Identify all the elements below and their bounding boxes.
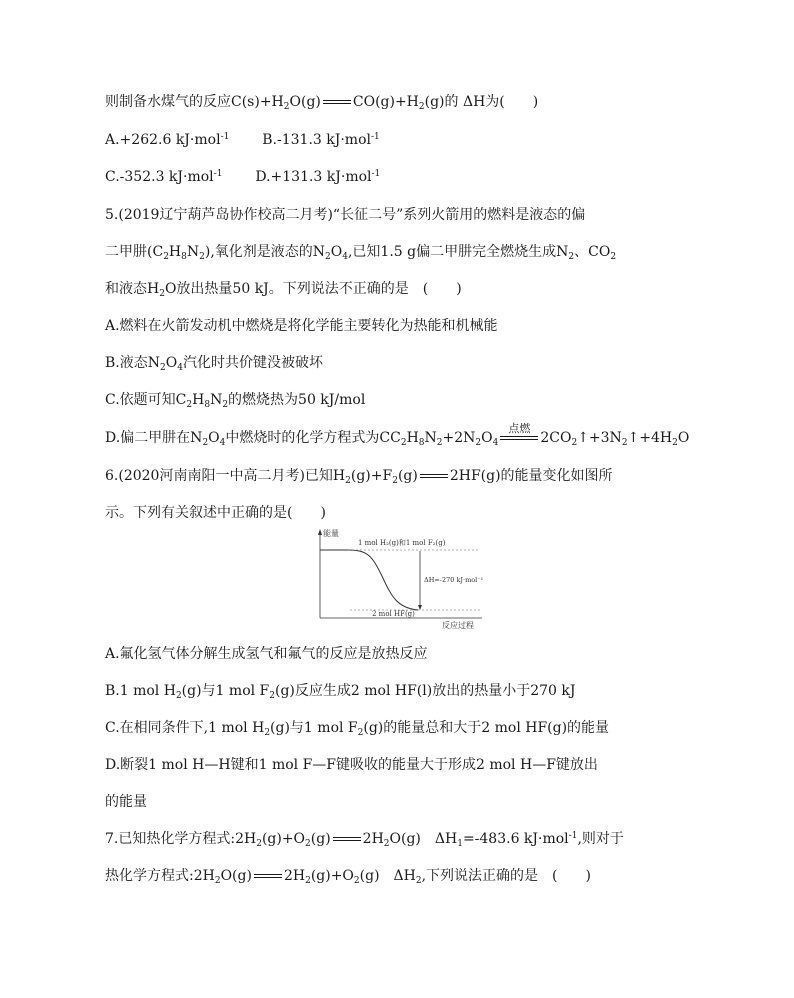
q6-stem-line-1: 6.(2020河南南阳一中高二月考)已知$H_2(g)+F_2(g)$ 2HF(g)的能量变化如图所	[105, 468, 613, 486]
q7-stem-line-1: 7.已知热化学方程式$:2H_2(g)+O_2(g)$ $2H_2O(g)$ $\Delta H_1=-483.6$ kJ·mol$^{-1}$,则对于	[105, 831, 624, 849]
q6-option-a[interactable]: A.氟化氢气体分解生成氢气和氟气的反应是放热反应	[105, 646, 428, 662]
q4-options-row-2	[105, 167, 380, 187]
lower-level-label: 2 mol HF(g)	[372, 610, 415, 618]
equilibrium-arrow-icon	[331, 834, 363, 844]
q5-option-d[interactable]: D.偏二甲肼在$N_2O_4$中燃烧时的化学方程式为$CC_2H_8N_2+2N_2O_4$ 点燃 $2CO_2↑+3N_2↑+4H_2O$	[105, 422, 690, 448]
option-c[interactable]: C.-352.3 kJ·mol$^{-1}$	[105, 169, 223, 185]
option-b[interactable]: B.-131.3 kJ·mol$^{-1}$	[262, 132, 380, 148]
q5-stem-line-3: 和液态$H_2O$放出热量50 kJ。下列说法不正确的是 ( )	[105, 281, 462, 299]
equilibrium-arrow-icon	[418, 471, 450, 481]
q7-stem-line-2: 热化学方程式$:2H_2O(g)$ $2H_2(g)+O_2(g)$ $\Delta H_2$,下列说法正确的是 ( )	[105, 868, 591, 886]
q5-stem-line-1: 5.(2019辽宁葫芦岛协作校高二月考)“长征二号”系列火箭用的燃料是液态的偏	[105, 207, 586, 223]
option-d[interactable]: D.+131.3 kJ·mol$^{-1}$	[255, 169, 381, 185]
q5-option-b[interactable]: B.液态$N_2O_4$汽化时共价键没被破坏	[105, 355, 323, 373]
option-a[interactable]: A.+262.6 kJ·mol$^{-1}$	[105, 132, 230, 148]
y-axis-arrow-icon	[318, 529, 322, 535]
delta-h-arrowhead-icon	[418, 605, 422, 610]
upper-level-label: 1 mol H₂(g)和1 mol F₂(g)	[358, 539, 446, 547]
q4-stem-line: 则制备水煤气的反应$C(s)+H_2O(g)$ $CO(g)+H_2(g)$的 ΔH为( )	[105, 94, 539, 112]
energy-diagram	[310, 526, 486, 630]
q6-option-c[interactable]: C.在相同条件下,1 mol $H_2(g)$与1 mol $F_2(g)$的能量总和大于2 mol HF(g)的能量	[105, 720, 610, 738]
q5-stem-line-2: 二甲肼$(C_2H_8N_2)$,氧化剂是液态的$N_2O_4$,已知1.5 g偏二甲肼完全燃烧生成$N_2$、$CO_2$	[105, 244, 617, 262]
energy-curve	[348, 550, 418, 610]
q6-option-b[interactable]: B.1 mol $H_2(g)$与1 mol $F_2(g)$反应生成2 mol HF(l)放出的热量小于270 kJ	[105, 683, 576, 701]
q6-stem-line-2: 示。下列有关叙述中正确的是( )	[105, 505, 326, 521]
q4-options-row-1	[105, 130, 380, 150]
q5-option-a[interactable]: A.燃料在火箭发动机中燃烧是将化学能主要转化为热能和机械能	[105, 318, 498, 334]
q6-option-d-line-2: 的能量	[105, 794, 147, 810]
y-axis-label: 能量	[323, 529, 339, 538]
delta-h-label: ΔH=-270 kJ·mol⁻¹	[424, 576, 484, 584]
q6-option-d-line-1[interactable]: D.断裂1 mol H—H键和1 mol F—F键吸收的能量大于形成2 mol H—F键放出	[105, 757, 598, 773]
reaction-arrow-icon: 点燃	[498, 431, 540, 445]
q5-option-c[interactable]: C.依题可知$C_2H_8N_2$的燃烧热为50 kJ/mol	[105, 392, 366, 410]
equilibrium-arrow-icon	[321, 97, 353, 107]
equilibrium-arrow-icon	[252, 871, 284, 881]
x-axis-label: 反应过程	[442, 621, 474, 630]
